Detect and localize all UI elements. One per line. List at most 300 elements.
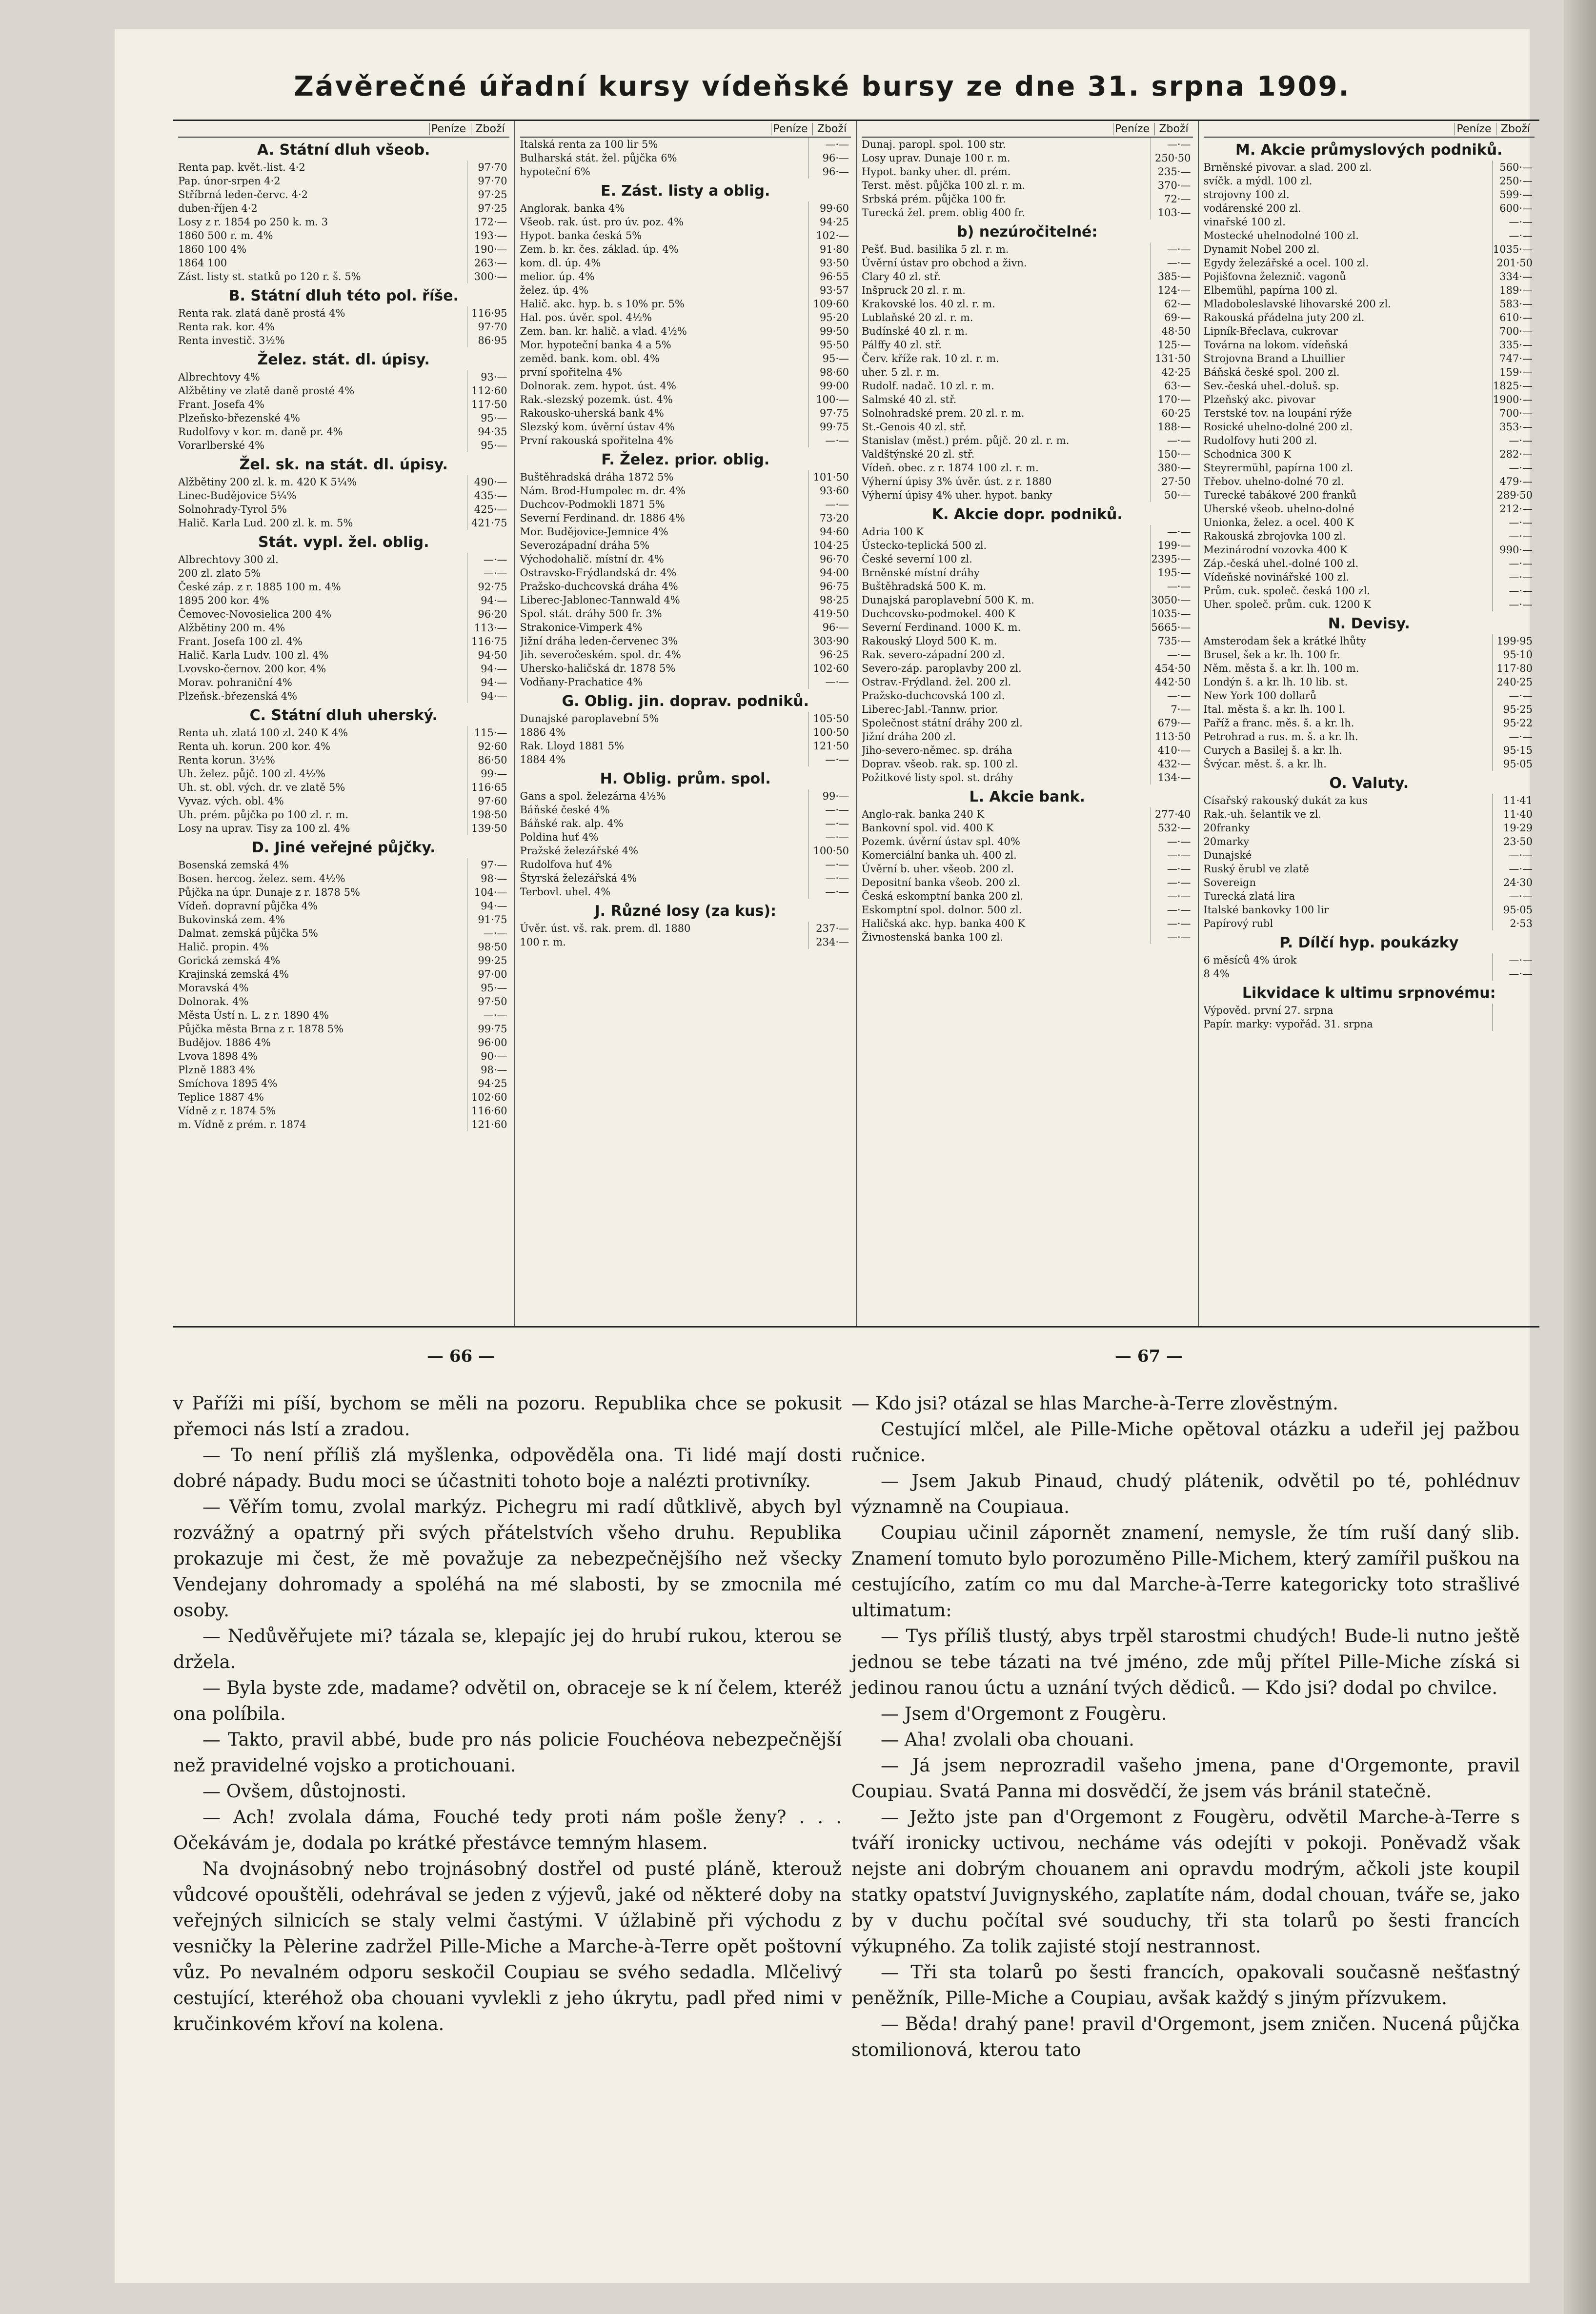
security-name: Pap. únor-srpen 4·2 bbox=[178, 175, 281, 187]
rate-row bbox=[862, 552, 1193, 566]
security-name: St.-Genois 40 zl. stř. bbox=[862, 421, 967, 433]
security-name: Renta investič. 3½% bbox=[178, 335, 285, 346]
security-name: Bankovní spol. vid. 400 K bbox=[862, 822, 994, 834]
security-name: Lublaňské 20 zl. r. m. bbox=[862, 312, 973, 323]
price-value: 94·60 bbox=[808, 525, 851, 539]
security-name: m. Vídně z prém. r. 1874 bbox=[178, 1119, 306, 1130]
rate-row bbox=[1204, 744, 1535, 757]
security-name: Doprav. všeob. rak. sp. 100 zl. bbox=[862, 758, 1018, 770]
price-value: 95·— bbox=[808, 352, 851, 365]
security-name: 1860 500 r. m. 4% bbox=[178, 230, 273, 241]
security-name: Albrechtovy 300 zl. bbox=[178, 554, 279, 565]
security-name: Anglorak. banka 4% bbox=[520, 202, 625, 214]
rate-row bbox=[862, 338, 1193, 352]
security-name: Budínské 40 zl. r. m. bbox=[862, 325, 968, 337]
security-name: Rudolfovy huti 200 zl. bbox=[1203, 435, 1317, 446]
rate-row bbox=[862, 475, 1193, 488]
security-name: Terbovl. uhel. 4% bbox=[520, 886, 611, 898]
rate-row bbox=[178, 439, 509, 452]
security-name: Steyrermühl, papírna 100 zl. bbox=[1203, 462, 1354, 474]
price-value: —·— bbox=[1151, 689, 1193, 703]
price-value: 73·20 bbox=[808, 511, 851, 525]
rate-row bbox=[1204, 821, 1535, 835]
price-value: 60·25 bbox=[1151, 406, 1193, 420]
security-name: Švýcar. měst. š. a kr. lh. bbox=[1203, 758, 1327, 770]
price-value: 96·75 bbox=[808, 580, 851, 593]
security-name: Zást. listy st. statků po 120 r. š. 5% bbox=[178, 271, 361, 282]
price-value: 97·— bbox=[467, 858, 509, 872]
price-value: 335·— bbox=[1492, 338, 1535, 352]
paragraph: — Jsem d'Orgemont z Fougèru. bbox=[881, 1703, 1167, 1724]
rate-row bbox=[178, 475, 509, 489]
price-value: 479·— bbox=[1492, 475, 1535, 488]
section-heading: K. Akcie dopr. podniků. bbox=[931, 506, 1123, 523]
price-value: 125·— bbox=[1151, 338, 1193, 352]
rate-row bbox=[862, 835, 1193, 848]
price-value: 94·50 bbox=[467, 648, 509, 662]
price-value: 425·— bbox=[467, 503, 509, 516]
header-zbozi: Zboží bbox=[812, 123, 851, 135]
rate-row bbox=[862, 151, 1193, 165]
price-value: 24·30 bbox=[1492, 876, 1535, 889]
price-value: —·— bbox=[1492, 584, 1535, 598]
security-name: Úvěr. úst. vš. rak. prem. dl. 1880 bbox=[520, 923, 691, 934]
paragraph: — Jsem Jakub Pinaud, chudý plátenik, odvětil po té, pohlédnuv významně na Coupiaua. bbox=[851, 1470, 1520, 1517]
security-name: Dynamit Nobel 200 zl. bbox=[1203, 243, 1320, 255]
price-value: 700·— bbox=[1492, 324, 1535, 338]
paragraph: v Paříži mi píší, bychom se měli na pozoru. Republika chce se pokusit přemoci nás lstí a zradou. bbox=[173, 1393, 842, 1440]
security-name: Ostravsko-Frýdlandská dr. 4% bbox=[520, 567, 677, 579]
price-value: 150·— bbox=[1151, 447, 1193, 461]
security-name: Úvěrní ústav pro obchod a živn. bbox=[862, 257, 1027, 269]
security-name: Brněnské místní dráhy bbox=[862, 567, 980, 579]
security-name: 200 zl. zlato 5% bbox=[178, 567, 261, 579]
rate-row bbox=[1204, 584, 1535, 598]
price-value: 95·22 bbox=[1492, 716, 1535, 730]
security-name: Hypot. banky uher. dl. prém. bbox=[862, 166, 1011, 178]
rate-row bbox=[1204, 475, 1535, 488]
security-name: Požitkové listy spol. st. dráhy bbox=[862, 772, 1013, 784]
rate-row bbox=[520, 922, 851, 935]
security-name: Brusel, šek a kr. lh. 100 fr. bbox=[1203, 649, 1340, 661]
paragraph: — Já jsem neprozradil vašeho jmena, pane d'Orgemonte, pravil Coupiau. Svatá Panna mi dosvědčí, že jsem vás bránil statečně. bbox=[851, 1755, 1520, 1802]
rates-column bbox=[515, 121, 857, 1326]
price-value: —·— bbox=[808, 858, 851, 871]
price-value: 94·— bbox=[467, 676, 509, 689]
rate-row bbox=[178, 1022, 509, 1036]
price-value: —·— bbox=[467, 553, 509, 566]
security-name: Inšpruck 20 zl. r. m. bbox=[862, 284, 966, 296]
security-name: hypoteční 6% bbox=[520, 166, 590, 178]
newspaper-page bbox=[115, 29, 1533, 2283]
rate-row bbox=[862, 539, 1193, 552]
rate-row bbox=[178, 607, 509, 621]
rate-row bbox=[1204, 903, 1535, 917]
price-value: 250·50 bbox=[1151, 151, 1193, 165]
security-name: Terst. měst. půjčka 100 zl. r. m. bbox=[862, 180, 1026, 191]
security-name: 100 r. m. bbox=[520, 936, 566, 948]
rate-row bbox=[862, 311, 1193, 324]
security-name: Uherské všeob. uhelno-dolné bbox=[1203, 503, 1354, 515]
rate-row bbox=[1204, 434, 1535, 447]
security-name: Rudolfova huť 4% bbox=[520, 859, 612, 870]
security-name: Liberec-Jabl.-Tannw. prior. bbox=[862, 704, 999, 715]
price-value: 560·— bbox=[1492, 161, 1535, 174]
security-name: Rosické uhelno-dolné 200 zl. bbox=[1203, 421, 1353, 433]
rate-row bbox=[178, 594, 509, 607]
rate-row bbox=[520, 498, 851, 511]
rate-row bbox=[178, 913, 509, 926]
security-name: Dunajská paroplavební 500 K. m. bbox=[862, 594, 1034, 606]
paragraph: — Aha! zvolali oba chouani. bbox=[881, 1729, 1134, 1750]
rate-row bbox=[178, 1063, 509, 1077]
security-name: Halič. Karla Ludv. 100 zl. 4% bbox=[178, 649, 329, 661]
rate-row bbox=[520, 434, 851, 447]
rate-row bbox=[520, 201, 851, 215]
security-name: Bukovinská zem. 4% bbox=[178, 914, 285, 926]
price-value: 3050·— bbox=[1151, 593, 1193, 607]
rate-row bbox=[1204, 835, 1535, 848]
section-heading: E. Zást. listy a oblig. bbox=[601, 182, 770, 200]
rate-row bbox=[178, 940, 509, 954]
price-value: 334·— bbox=[1492, 270, 1535, 283]
section-heading: Stát. vypl. žel. oblig. bbox=[258, 534, 429, 551]
security-name: Mostecké uhelnodolné 100 zl. bbox=[1203, 230, 1359, 241]
rate-row bbox=[1204, 730, 1535, 744]
price-value: 95·10 bbox=[1492, 648, 1535, 662]
rate-row bbox=[862, 917, 1193, 930]
rate-row bbox=[1204, 543, 1535, 557]
rate-row bbox=[1204, 634, 1535, 648]
price-value: —·— bbox=[467, 1008, 509, 1022]
price-value: 99·75 bbox=[808, 420, 851, 434]
security-name: Všeob. rak. úst. pro úv. poz. 4% bbox=[520, 216, 684, 228]
price-value: —·— bbox=[1151, 862, 1193, 876]
price-value: 1035·— bbox=[1151, 607, 1193, 621]
rate-row bbox=[178, 161, 509, 174]
security-name: Pojišťovna železnič. vagonů bbox=[1203, 271, 1346, 282]
rate-row bbox=[1204, 297, 1535, 311]
security-name: Severo-záp. paroplavby 200 zl. bbox=[862, 663, 1022, 674]
rate-row bbox=[862, 379, 1193, 393]
security-name: Sovereign bbox=[1203, 877, 1256, 888]
price-value: —·— bbox=[1151, 256, 1193, 270]
price-value: 234·— bbox=[808, 935, 851, 949]
price-value: 188·— bbox=[1151, 420, 1193, 434]
rate-row bbox=[1204, 188, 1535, 201]
price-value: 94·— bbox=[467, 689, 509, 703]
price-value bbox=[1492, 1017, 1535, 1031]
price-value: —·— bbox=[808, 434, 851, 447]
rate-row bbox=[1204, 365, 1535, 379]
novel-text-left-column bbox=[173, 1390, 842, 2037]
security-name: Hal. pos. úvěr. spol. 4½% bbox=[520, 312, 652, 323]
paragraph: Coupiau učinil zápornět znamení, nemysle, že tím ruší daný slib. Znamení tomuto bylo porozuměno Pille-Michem, který zamířil puškou na cestujícího, zatím co mu dal Marche-à-Terre kategoricky toto strašlivé ultimatum: bbox=[851, 1522, 1520, 1621]
price-value: 11·41 bbox=[1492, 794, 1535, 807]
price-value: 454·50 bbox=[1151, 662, 1193, 675]
security-name: Města Ústí n. L. z r. 1890 4% bbox=[178, 1009, 329, 1021]
security-name: Renta uh. zlatá 100 zl. 240 K 4% bbox=[178, 727, 348, 739]
security-name: Clary 40 zl. stř. bbox=[862, 271, 941, 282]
security-name: Krakovské los. 40 zl. r. m. bbox=[862, 298, 995, 310]
rate-row bbox=[520, 352, 851, 365]
security-name: Pražsko-duchcovská dráha 4% bbox=[520, 581, 678, 592]
rate-row bbox=[178, 242, 509, 256]
rate-row bbox=[1204, 311, 1535, 324]
page-number-left: — 66 — bbox=[427, 1347, 495, 1366]
rate-row bbox=[178, 689, 509, 703]
security-name: Dunajské bbox=[1203, 849, 1252, 861]
price-value: 432·— bbox=[1151, 757, 1193, 771]
header-penize: Peníze bbox=[1113, 123, 1152, 135]
rate-row bbox=[862, 192, 1193, 206]
header-penize: Peníze bbox=[771, 123, 809, 135]
rates-column bbox=[173, 121, 515, 1326]
price-value: 96·00 bbox=[467, 1036, 509, 1049]
price-value: —·— bbox=[1492, 862, 1535, 876]
security-name: Výherní úpisy 4% uher. hypot. banky bbox=[862, 489, 1052, 501]
rate-row bbox=[178, 334, 509, 347]
rate-row bbox=[1204, 848, 1535, 862]
rate-row bbox=[862, 662, 1193, 675]
security-name: Vyvaz. vých. obl. 4% bbox=[178, 795, 284, 807]
rate-row bbox=[862, 242, 1193, 256]
rate-row bbox=[1204, 967, 1535, 981]
security-name: Italská renta za 100 lir 5% bbox=[520, 139, 658, 150]
rate-row bbox=[520, 739, 851, 753]
security-name: Ústecko-teplická 500 zl. bbox=[862, 540, 987, 551]
security-name: Renta rak. kor. 4% bbox=[178, 321, 275, 333]
rate-row bbox=[178, 1077, 509, 1090]
security-name: Duchcov-Podmokli 1871 5% bbox=[520, 499, 665, 510]
price-value: 104·25 bbox=[808, 539, 851, 552]
rate-row bbox=[178, 370, 509, 384]
security-name: první spořitelna 4% bbox=[520, 366, 622, 378]
security-name: 1884 4% bbox=[520, 754, 566, 765]
section-heading: B. Státní dluh této pol. říše. bbox=[228, 287, 459, 304]
security-name: Jižní dráha 200 zl. bbox=[862, 731, 956, 743]
security-name: Buštěhradská 500 K. m. bbox=[862, 581, 987, 592]
rate-row bbox=[178, 648, 509, 662]
security-name: Spol. stát. dráhy 500 fr. 3% bbox=[520, 608, 662, 620]
rate-row bbox=[862, 420, 1193, 434]
rate-row bbox=[520, 365, 851, 379]
price-value: 198·50 bbox=[467, 808, 509, 822]
rate-row bbox=[1204, 201, 1535, 215]
header-zbozi: Zboží bbox=[1496, 123, 1535, 135]
header-zbozi: Zboží bbox=[471, 123, 509, 135]
price-value: 600·— bbox=[1492, 201, 1535, 215]
price-value: 93·57 bbox=[808, 283, 851, 297]
security-name: Česká eskomptní banka 200 zl. bbox=[862, 890, 1024, 902]
security-name: Čemovec-Novosielica 200 4% bbox=[178, 608, 332, 620]
paragraph: — Tys příliš tlustý, abys trpěl starostmi chudých! Bude-li nutno ještě jednou se tebe tázati na tvé jméno, zde můj přítel Pille-Miche získá si jedinou ranou úctu a uznání tvých dědiců. — Kdo jsi? dodal po chvilce. bbox=[851, 1626, 1520, 1698]
paragraph: Cestující mlčel, ale Pille-Miche opětoval otázku a udeřil jej pažbou ručnice. bbox=[851, 1419, 1520, 1466]
rate-row bbox=[1204, 488, 1535, 502]
price-value: —·— bbox=[1151, 580, 1193, 593]
price-value: 250·— bbox=[1492, 174, 1535, 188]
rate-row bbox=[520, 885, 851, 899]
security-name: Uh. prém. půjčka po 100 zl. r. m. bbox=[178, 809, 349, 821]
security-name: Továrna na lokom. vídeňská bbox=[1203, 339, 1349, 351]
rate-row bbox=[520, 580, 851, 593]
price-value: 380·— bbox=[1151, 461, 1193, 475]
security-name: Jih. severočeském. spol. dr. 4% bbox=[520, 649, 681, 661]
security-name: Sev.-česká uhel.-doluš. sp. bbox=[1203, 380, 1339, 392]
rate-row bbox=[520, 283, 851, 297]
price-value: 50·— bbox=[1151, 488, 1193, 502]
price-value: 96·55 bbox=[808, 270, 851, 283]
security-name: Císařský rakouský dukát za kus bbox=[1203, 795, 1368, 806]
price-value: 96·— bbox=[808, 621, 851, 634]
security-name: Strojovna Brand a Lhuillier bbox=[1203, 353, 1345, 364]
price-value: 100·50 bbox=[808, 844, 851, 858]
security-name: Strakonice-Vimperk 4% bbox=[520, 622, 643, 633]
price-value: 98·25 bbox=[808, 593, 851, 607]
price-value: 96·25 bbox=[808, 648, 851, 662]
price-value: 121·50 bbox=[808, 739, 851, 753]
price-value: 95·15 bbox=[1492, 744, 1535, 757]
price-value: 419·50 bbox=[808, 607, 851, 621]
price-value: 263·— bbox=[467, 256, 509, 270]
price-value: —·— bbox=[808, 498, 851, 511]
security-name: Linec-Budějovice 5¼% bbox=[178, 490, 297, 502]
price-value: 112·60 bbox=[467, 384, 509, 398]
security-name: České severní 100 zl. bbox=[862, 553, 972, 565]
price-value: 96·— bbox=[808, 165, 851, 179]
security-name: Východohalič. místní dr. 4% bbox=[520, 553, 664, 565]
price-value: 990·— bbox=[1492, 543, 1535, 557]
security-name: uher. 5 zl. r. m. bbox=[862, 366, 940, 378]
rate-row bbox=[178, 872, 509, 885]
price-value: 97·25 bbox=[467, 188, 509, 201]
price-value: —·— bbox=[1492, 953, 1535, 967]
security-name: Pražsko-duchcovská 100 zl. bbox=[862, 690, 1005, 702]
security-name: Turecké tabákové 200 franků bbox=[1203, 489, 1357, 501]
rate-row bbox=[862, 757, 1193, 771]
price-value: 98·60 bbox=[808, 365, 851, 379]
rate-row bbox=[520, 675, 851, 689]
exchange-rates-table bbox=[173, 120, 1539, 1328]
rate-row bbox=[520, 858, 851, 871]
price-value: 113·50 bbox=[1151, 730, 1193, 744]
rate-row bbox=[178, 566, 509, 580]
price-value: 95·25 bbox=[1492, 703, 1535, 716]
security-name: Severní Ferdinand. dr. 1886 4% bbox=[520, 512, 685, 524]
security-name: Solnohrady-Tyrol 5% bbox=[178, 503, 287, 515]
rate-row bbox=[520, 138, 851, 151]
security-name: Dunajské paroplavební 5% bbox=[520, 713, 659, 724]
rate-row bbox=[520, 662, 851, 675]
price-value: 97·60 bbox=[467, 794, 509, 808]
rate-row bbox=[862, 716, 1193, 730]
rate-row bbox=[178, 320, 509, 334]
security-name: kom. dl. úp. 4% bbox=[520, 257, 601, 269]
security-name: Báňské české 4% bbox=[520, 804, 610, 816]
rate-row bbox=[520, 525, 851, 539]
rate-row bbox=[520, 242, 851, 256]
rate-row bbox=[178, 1036, 509, 1049]
header-penize: Peníze bbox=[429, 123, 468, 135]
price-value: 303·90 bbox=[808, 634, 851, 648]
page-title: Závěrečné úřadní kursy vídeňské bursy ze dne 31. srpna 1909. bbox=[294, 71, 1351, 102]
rate-row bbox=[178, 676, 509, 689]
rate-row bbox=[1204, 256, 1535, 270]
security-name: 20marky bbox=[1203, 836, 1250, 847]
price-value: 105·50 bbox=[808, 712, 851, 725]
rate-row bbox=[1204, 379, 1535, 393]
price-value: 97·70 bbox=[467, 320, 509, 334]
security-name: Alžbětiny 200 zl. k. m. 420 K 5¼% bbox=[178, 476, 357, 488]
price-value: 139·50 bbox=[467, 822, 509, 835]
security-name: Rakouský Lloyd 500 K. m. bbox=[862, 635, 997, 647]
security-name: Rak. Lloyd 1881 5% bbox=[520, 740, 625, 752]
security-name: Báňské rak. alp. 4% bbox=[520, 818, 624, 829]
security-name: Moravská 4% bbox=[178, 982, 249, 994]
price-value: —·— bbox=[808, 871, 851, 885]
rate-row bbox=[520, 297, 851, 311]
paragraph: — Kdo jsi? otázal se hlas Marche-à-Terre zlověstným. bbox=[851, 1393, 1338, 1414]
price-value: 95·20 bbox=[808, 311, 851, 324]
paragraph: Na dvojnásobný nebo trojnásobný dostřel od pusté pláně, kterouž vůdcové opouštěli, odehrával se jeden z výjevů, jaké od některé doby na veřejných silnicích se staly velmi častými. V úžlabině při východu z vesničky la Pèlerine zadržel Pille-Miche a Marche-à-Terre opět poštovní vůz. Po nevalném odporu seskočil Coupiau se svého sedadla. Mlčelivý cestující, kteréhož oba chouani vyvlekli z jeho úkrytu, padl před nimi v kručinkovém křoví na kolena. bbox=[173, 1858, 842, 2034]
price-value: 282·— bbox=[1492, 447, 1535, 461]
rate-row bbox=[520, 379, 851, 393]
security-name: Schodnica 300 K bbox=[1203, 448, 1291, 460]
price-value: 116·65 bbox=[467, 781, 509, 794]
security-name: 8 4% bbox=[1203, 968, 1230, 980]
security-name: Dalmat. zemská půjčka 5% bbox=[178, 927, 318, 939]
price-value: 116·60 bbox=[467, 1104, 509, 1118]
price-value: 94·— bbox=[467, 662, 509, 676]
rate-row bbox=[520, 151, 851, 165]
security-name: Uh. želez. půjč. 100 zl. 4½% bbox=[178, 768, 325, 780]
rate-row bbox=[520, 817, 851, 830]
security-name: Halič. Karla Lud. 200 zl. k. m. 5% bbox=[178, 517, 353, 529]
price-value: —·— bbox=[467, 566, 509, 580]
price-value: 97·70 bbox=[467, 174, 509, 188]
header-penize: Peníze bbox=[1455, 123, 1493, 135]
rate-row bbox=[1204, 338, 1535, 352]
price-value: —·— bbox=[1492, 215, 1535, 229]
rate-row bbox=[1204, 174, 1535, 188]
security-name: Mezinárodní vozovka 400 K bbox=[1203, 544, 1348, 556]
price-value: 583·— bbox=[1492, 297, 1535, 311]
security-name: Slezský kom. úvěrní ústav 4% bbox=[520, 421, 675, 433]
price-value: 97·70 bbox=[467, 161, 509, 174]
price-value: 599·— bbox=[1492, 188, 1535, 201]
security-name: Komerciální banka uh. 400 zl. bbox=[862, 849, 1017, 861]
rate-row bbox=[862, 138, 1193, 151]
rate-row bbox=[1204, 557, 1535, 570]
rate-row bbox=[520, 165, 851, 179]
price-value: 92·75 bbox=[467, 580, 509, 594]
security-name: Halič. akc. hyp. b. s 10% pr. 5% bbox=[520, 298, 685, 310]
price-value: 735·— bbox=[1151, 634, 1193, 648]
price-value: —·— bbox=[808, 817, 851, 830]
price-value: —·— bbox=[1151, 525, 1193, 539]
price-value: 610·— bbox=[1492, 311, 1535, 324]
security-name: Severozápadní dráha 5% bbox=[520, 540, 650, 551]
price-value: 277·40 bbox=[1151, 807, 1193, 821]
security-name: Elbemühl, papírna 100 zl. bbox=[1203, 284, 1338, 296]
rate-row bbox=[520, 871, 851, 885]
security-name: Výherní úpisy 3% úvěr. úst. z r. 1880 bbox=[862, 476, 1052, 487]
rate-row bbox=[1204, 324, 1535, 338]
security-name: vinařské 100 zl. bbox=[1203, 216, 1286, 228]
security-name: Frant. Josefa 4% bbox=[178, 399, 264, 410]
section-heading: D. Jiné veřejné půjčky. bbox=[251, 839, 436, 856]
rate-row bbox=[1204, 794, 1535, 807]
